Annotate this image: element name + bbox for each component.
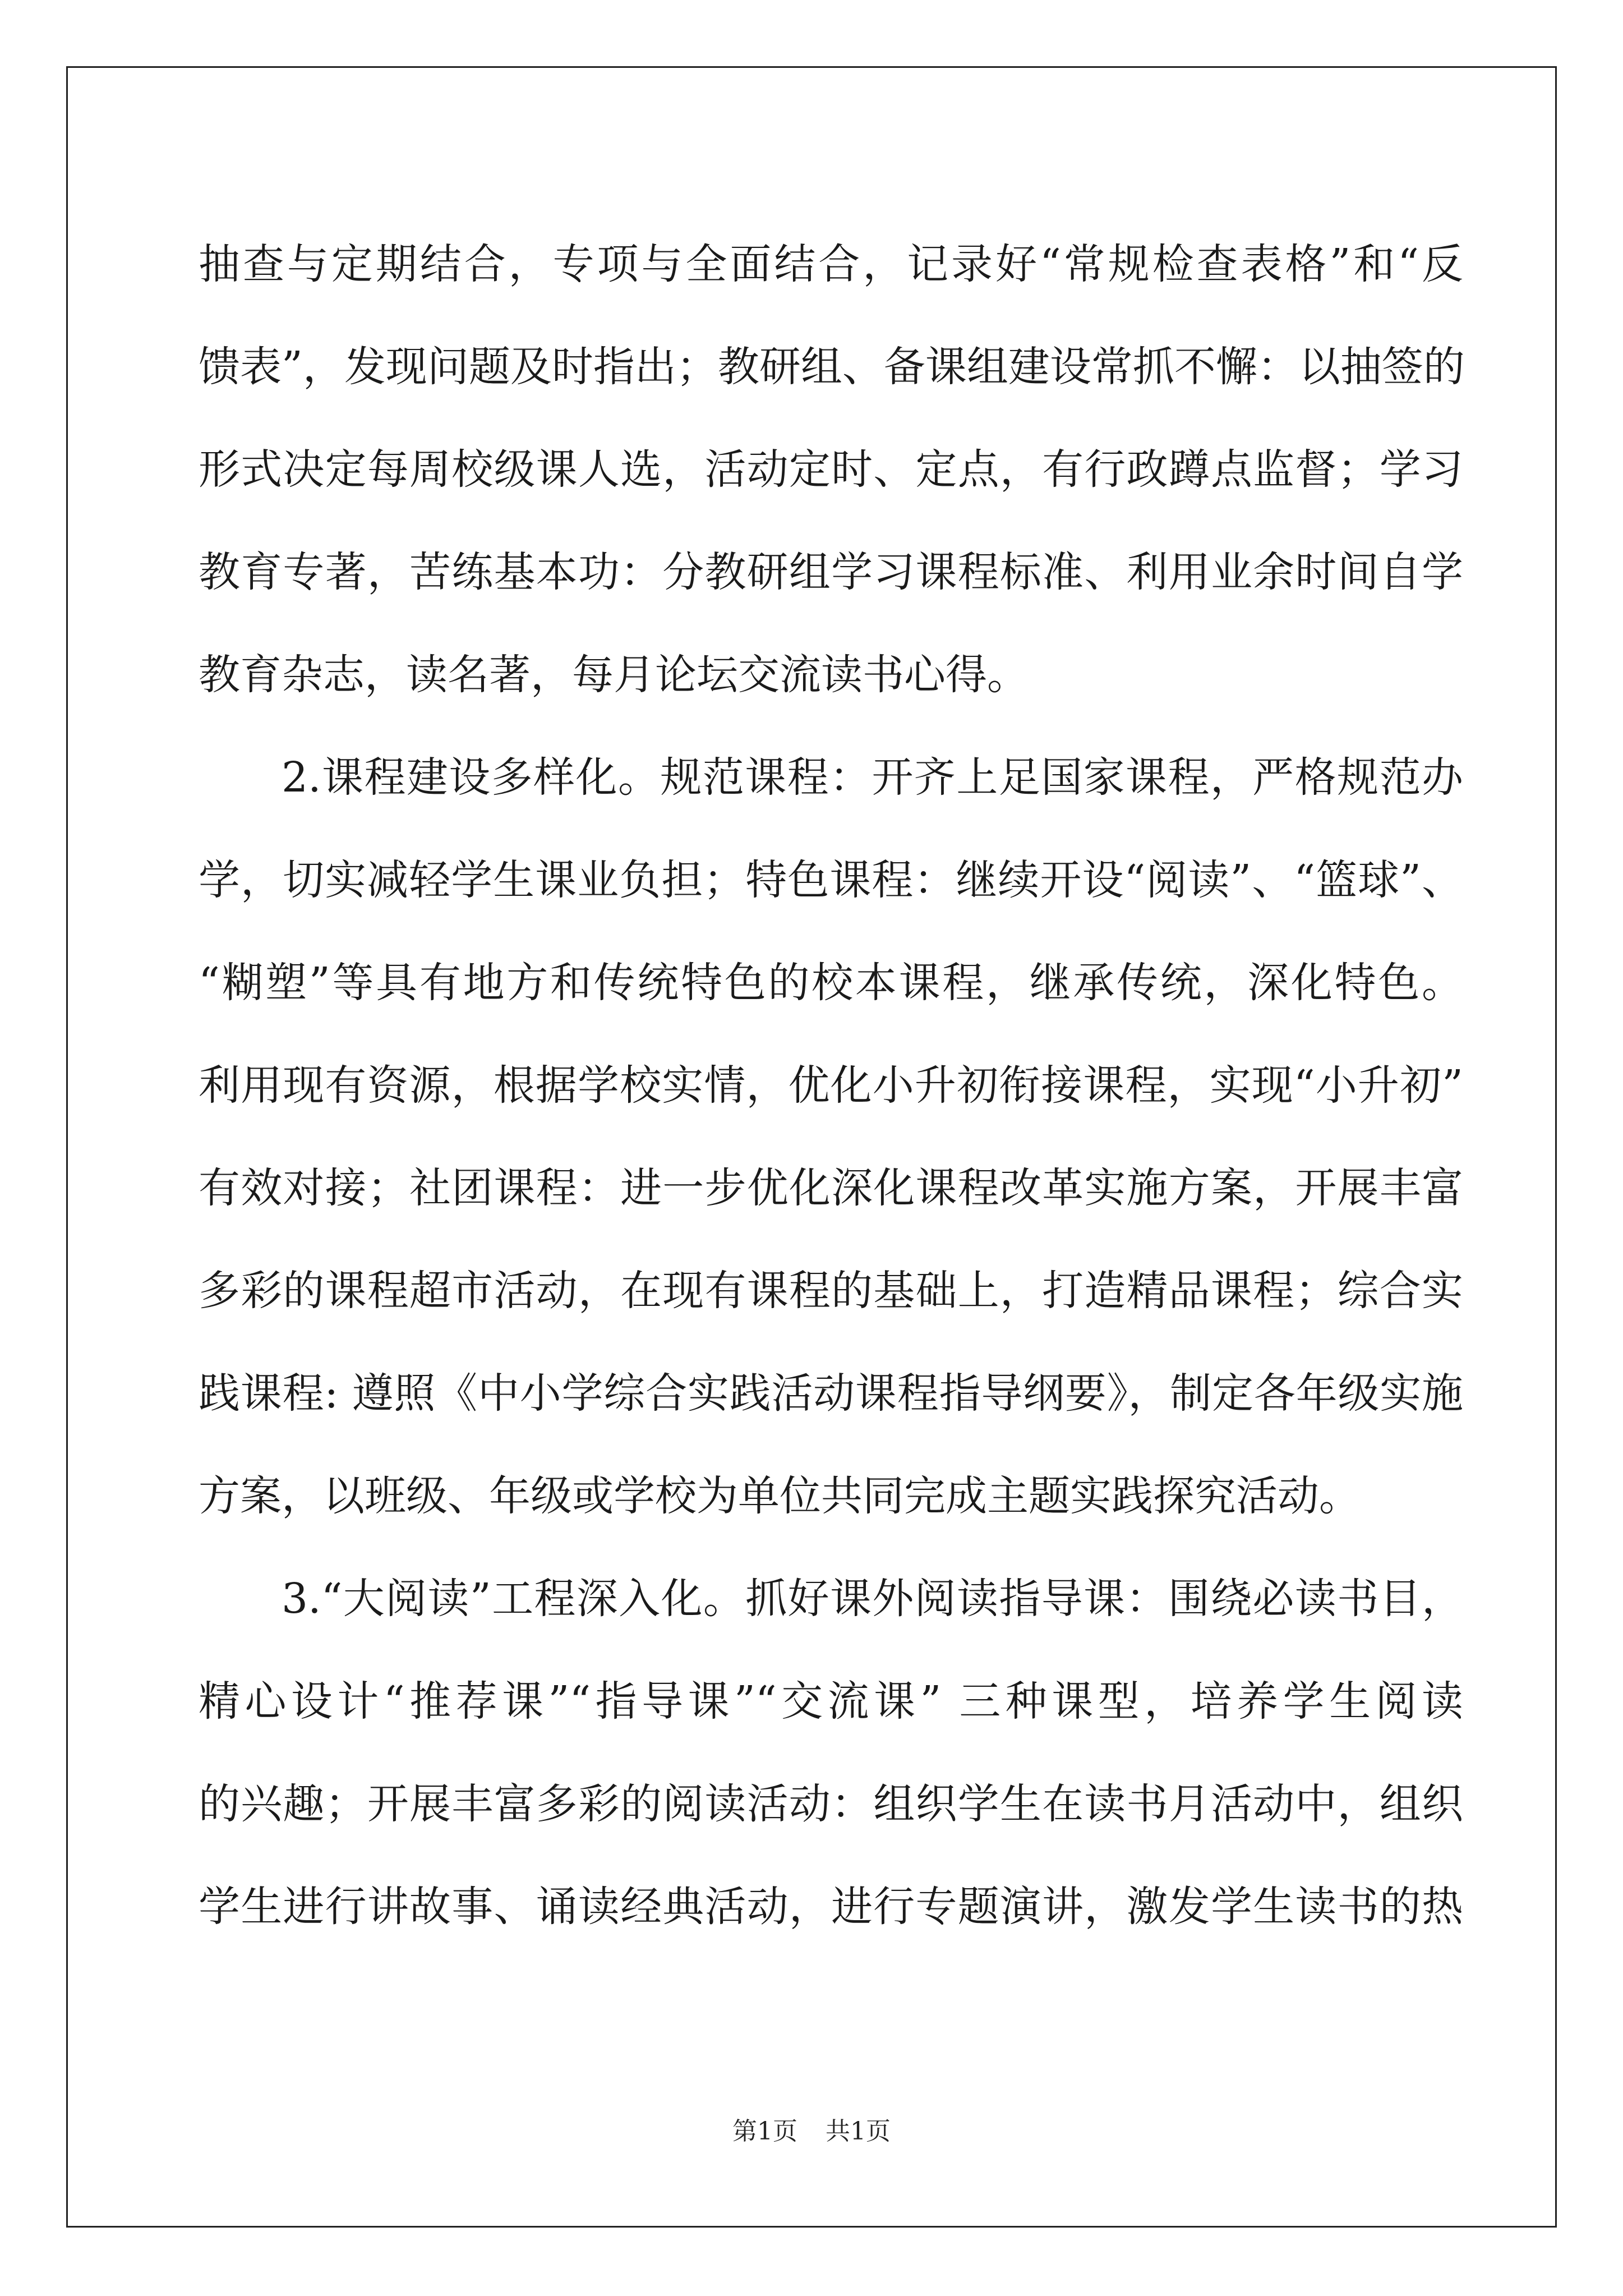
text-line: 馈表”，发现问题及时指出；教研组、备课组建设常抓不懈：以抽签的 [199, 343, 1465, 391]
page-number: 第1页 [732, 2117, 797, 2146]
text-line: 有效对接；社团课程：进一步优化深化课程改革实施方案，开展丰富 [199, 1164, 1463, 1212]
text-line: 教育杂志，读名著，每月论坛交流读书心得。 [199, 651, 1029, 699]
text-line: 的兴趣；开展丰富多彩的阅读活动：组织学生在读书月活动中，组织 [199, 1780, 1463, 1828]
text-line: 利用现有资源，根据学校实情，优化小升初衔接课程，实现“小升初” [199, 1061, 1463, 1110]
text-line: 精心设计“推荐课”“指导课”“交流课” 三种课型，培养学生阅读 [199, 1677, 1463, 1726]
text-line: 学，切实减轻学生课业负担；特色课程：继续开设“阅读”、“篮球”、 [199, 856, 1463, 904]
text-line: 抽查与定期结合，专项与全面结合，记录好“常规检查表格”和“反 [199, 240, 1463, 288]
page-total: 共1页 [826, 2117, 891, 2146]
text-line: 方案，以班级、年级或学校为单位共同完成主题实践探究活动。 [199, 1472, 1361, 1520]
page-footer [0, 2115, 1623, 2148]
text-line: “糊塑”等具有地方和传统特色的校本课程，继承传统，深化特色。 [199, 959, 1463, 1007]
paragraph-start-line: 2.课程建设多样化。规范课程：开齐上足国家课程，严格规范办 [282, 753, 1463, 802]
text-line: 教育专著，苦练基本功：分教研组学习课程标准、利用业余时间自学 [199, 548, 1463, 596]
paragraph-start-line: 3.“大阅读”工程深入化。抓好课外阅读指导课：围绕必读书目， [282, 1575, 1463, 1623]
text-line: 多彩的课程超市活动，在现有课程的基础上，打造精品课程；综合实 [199, 1267, 1463, 1315]
document-body [199, 213, 1463, 1958]
text-line: 形式决定每周校级课人选，活动定时、定点，有行政蹲点监督；学习 [199, 445, 1463, 494]
text-line: 学生进行讲故事、诵读经典活动，进行专题演讲，激发学生读书的热 [199, 1883, 1463, 1931]
text-line: 践课程: 遵照《中小学综合实践活动课程指导纲要》，制定各年级实施 [199, 1369, 1463, 1418]
